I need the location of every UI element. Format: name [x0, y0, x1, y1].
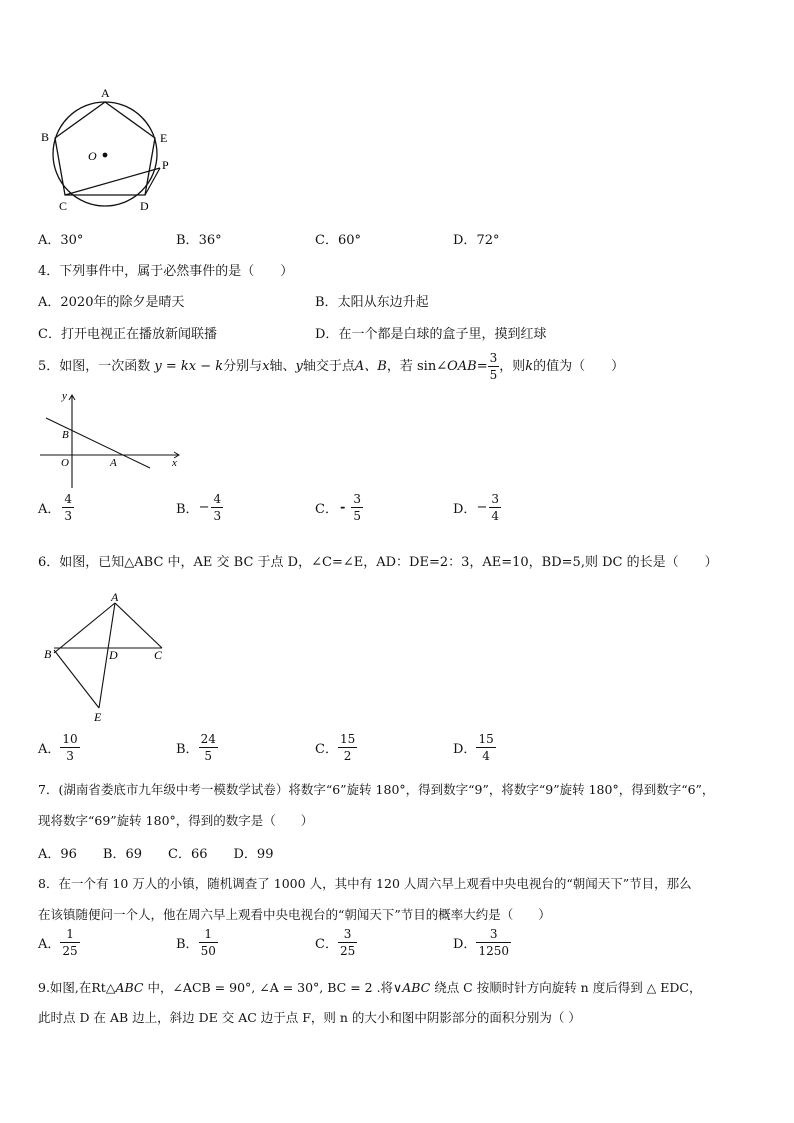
q3-option-a: A．30°	[38, 233, 84, 248]
q4-option-a: A．2020年的除夕是晴天	[38, 295, 185, 310]
q5-option-a: A． $\frac{4}{3}$	[38, 492, 73, 523]
q5-option-b: B．− $\frac{4}{3}$	[176, 492, 222, 523]
q6-option-c: C． $\frac{15}{2}$	[315, 732, 356, 763]
q5-figure	[38, 390, 188, 490]
q3-label-p: P	[162, 158, 169, 172]
q6-label-d: D	[109, 648, 118, 662]
q6-option-a: A． $\frac{10}{3}$	[38, 732, 78, 763]
q6-label-e: E	[94, 710, 102, 724]
q8-line1: 8．在一个有 10 万人的小镇，随机调查了 1000 人，其中有 120 人周六早上观看中央电视台的“朝闻天下”节目，那么	[38, 876, 692, 891]
q3-option-b: B．36°	[176, 233, 222, 248]
q6-figure	[38, 590, 178, 726]
q3-label-d: D	[140, 199, 149, 213]
q4-option-b: B．太阳从东边升起	[315, 295, 429, 310]
q5-label-x: x	[172, 457, 177, 469]
q9-line2: 此时点 D 在 AB 边上，斜边 DE 交 AC 边于点 F，则 n 的大小和图中阴影部分的面积分别为（ ）	[38, 1010, 581, 1025]
q3-label-e: E	[160, 131, 168, 145]
q5-option-d: D．− $\frac{3}{4}$	[453, 492, 499, 523]
q6-label-a: A	[111, 590, 119, 604]
q7-line2: 现将数字“69”旋转 180°，得到的数字是（ ）	[38, 813, 314, 828]
q3-figure	[38, 84, 178, 216]
q6-side-ac	[115, 603, 162, 648]
q5-sin-fraction: $\frac{3}{5}$	[489, 351, 498, 382]
q6-option-d: D． $\frac{15}{4}$	[453, 732, 494, 763]
q5-label-b: B	[62, 429, 69, 441]
q7-line1: 7．(湖南省娄底市九年级中考一模数学试卷）将数字“6”旋转 180°，得到数字“9”，将数字“9”旋转 180°，得到数字“6”，	[38, 782, 715, 797]
q5-stem: 5．如图，一次函数 y = kx − k分别与x轴、y轴交于点A、B，若 sin∠OAB= $\frac{3}{5}$ ，则k的值为（ ）	[38, 351, 625, 382]
q8-option-d: D． $\frac{3}{1250}$	[453, 927, 509, 958]
q6-label-b: B	[44, 647, 52, 661]
q8-option-b: B． $\frac{1}{50}$	[176, 927, 216, 958]
q6-label-c: C	[154, 648, 163, 662]
q3-label-c: C	[59, 199, 68, 213]
q5-label-a: A	[110, 457, 117, 469]
q3-center-dot	[103, 153, 108, 158]
q3-option-d: D．72°	[453, 233, 500, 248]
q4-option-d: D．在一个都是白球的盒子里，摸到红球	[315, 327, 547, 342]
q4-stem: 4．下列事件中，属于必然事件的是（ ）	[38, 264, 294, 279]
q5-option-c: C． - $\frac{3}{5}$	[315, 492, 361, 523]
q5-label-y: y	[62, 390, 67, 402]
q3-label-a: A	[101, 86, 110, 100]
q8-line2: 在该镇随便问一个人，他在周六早上观看中央电视台的“朝闻天下”节目的概率大约是（ ）	[38, 907, 551, 922]
q4-option-c: C．打开电视正在播放新闻联播	[38, 327, 217, 342]
q7-options: A．96 B．69 C．66 D．99	[38, 847, 274, 862]
q3-label-o: O	[88, 149, 97, 163]
q3-option-c: C．60°	[315, 233, 361, 248]
q3-label-b: B	[41, 130, 50, 144]
q8-option-c: C． $\frac{3}{25}$	[315, 927, 356, 958]
q5-label-o: O	[61, 457, 69, 469]
q8-option-a: A． $\frac{1}{25}$	[38, 927, 78, 958]
q9-line1: 9.如图,在Rt△ABC 中，∠ACB = 90°, ∠A = 30°, BC = 2 .将∨ABC 绕点 C 按顺时针方向旋转 n 度后得到 △ EDC，	[38, 980, 702, 995]
q5-formula: y = kx − k	[154, 359, 224, 374]
q6-segment-be	[54, 650, 99, 708]
q6-option-b: B． $\frac{24}{5}$	[176, 732, 216, 763]
q6-side-ab	[54, 603, 115, 653]
q6-stem: 6．如图，已知△ABC 中，AE 交 BC 于点 D，∠C=∠E，AD：DE=2：3，AE=10，BD=5,则 DC 的长是（ ）	[38, 555, 718, 570]
